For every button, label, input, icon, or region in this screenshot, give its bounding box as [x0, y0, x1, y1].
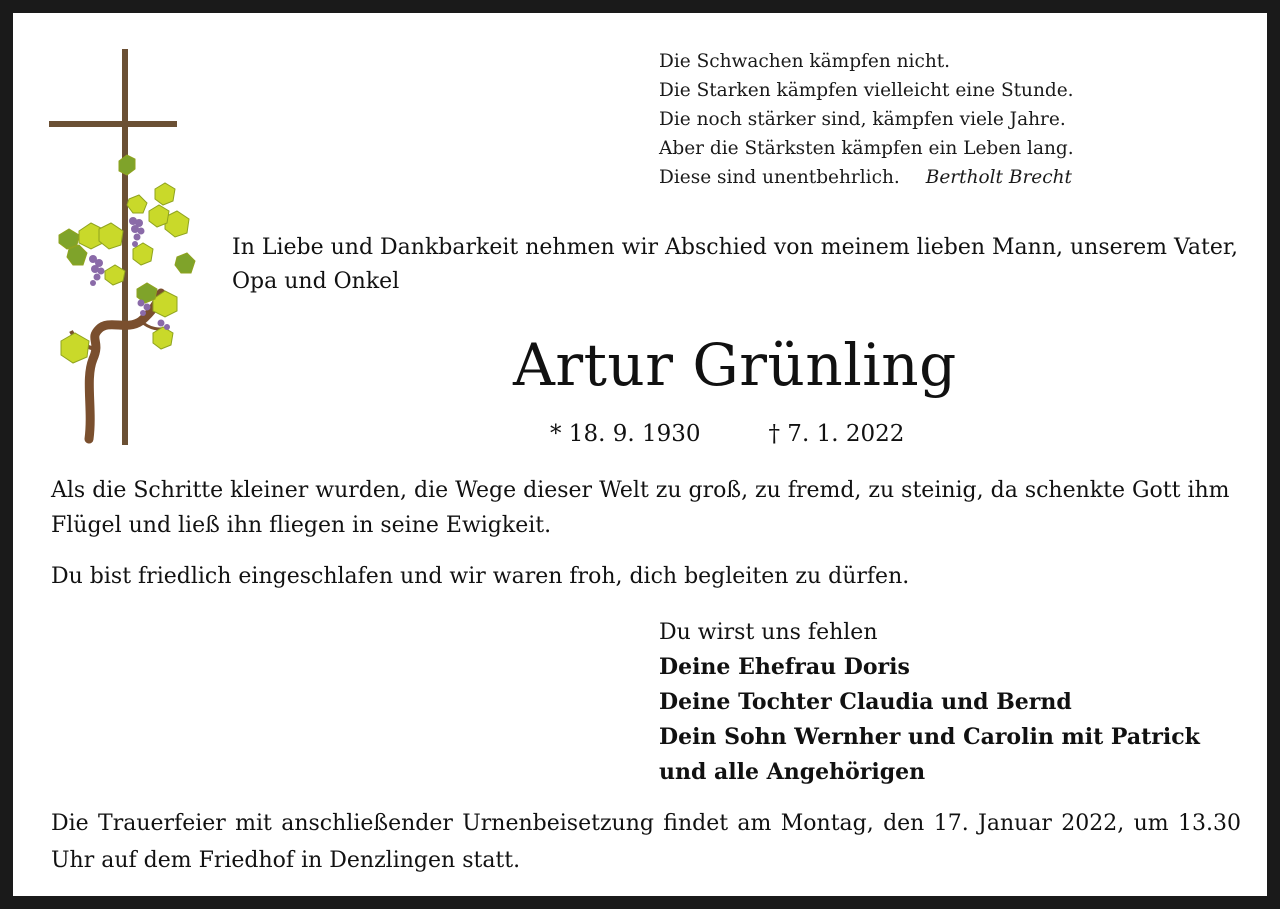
- birth-date: * 18. 9. 1930: [550, 421, 701, 447]
- memorial-paragraph-2: Du bist friedlich eingeschlafen und wir waren froh, dich begleiten zu dürfen.: [51, 564, 910, 589]
- poem-quote: [659, 47, 1074, 192]
- quote-line: Aber die Stärksten kämpfen ein Leben lang.: [659, 138, 1074, 159]
- family-member: Deine Ehefrau Doris: [659, 654, 910, 680]
- family-member: und alle Angehörigen: [659, 759, 926, 785]
- quote-line: Diese sind unentbehrlich.: [659, 167, 900, 188]
- memorial-paragraph: Als die Schritte kleiner wurden, die Wege dieser Welt zu groß, zu fremd, zu steinig, da schenkte Gott ihm Flügel und ließ ihn fliegen in seine Ewigkeit.: [51, 478, 1230, 538]
- cross-with-grapevine-icon: [49, 49, 199, 445]
- quote-line: Die Schwachen kämpfen nicht.: [659, 51, 951, 72]
- death-date: † 7. 1. 2022: [768, 421, 905, 447]
- quote-author: Bertholt Brecht: [925, 167, 1072, 188]
- quote-line: Die Starken kämpfen vielleicht eine Stunde.: [659, 80, 1074, 101]
- life-dates: [550, 418, 904, 450]
- ceremony-details: Die Trauerfeier mit anschließender Urnenbeisetzung findet am Montag, den 17. Januar 2022, um 13.30 Uhr auf dem Friedhof in Denzlingen statt.: [51, 811, 1241, 873]
- farewell-intro: In Liebe und Dankbarkeit nehmen wir Abschied von meinem lieben Mann, unserem Vater, Opa und Onkel: [232, 235, 1238, 294]
- deceased-name: Artur Grünling: [513, 331, 957, 399]
- family-signatures: [659, 615, 1200, 790]
- obituary-notice: [13, 13, 1267, 896]
- family-member: Deine Tochter Claudia und Bernd: [659, 689, 1072, 715]
- quote-line: Die noch stärker sind, kämpfen viele Jahre.: [659, 109, 1066, 130]
- signature-intro: Du wirst uns fehlen: [659, 620, 878, 645]
- family-member: Dein Sohn Wernher und Carolin mit Patrick: [659, 724, 1200, 750]
- quote-last-line: [659, 163, 1074, 192]
